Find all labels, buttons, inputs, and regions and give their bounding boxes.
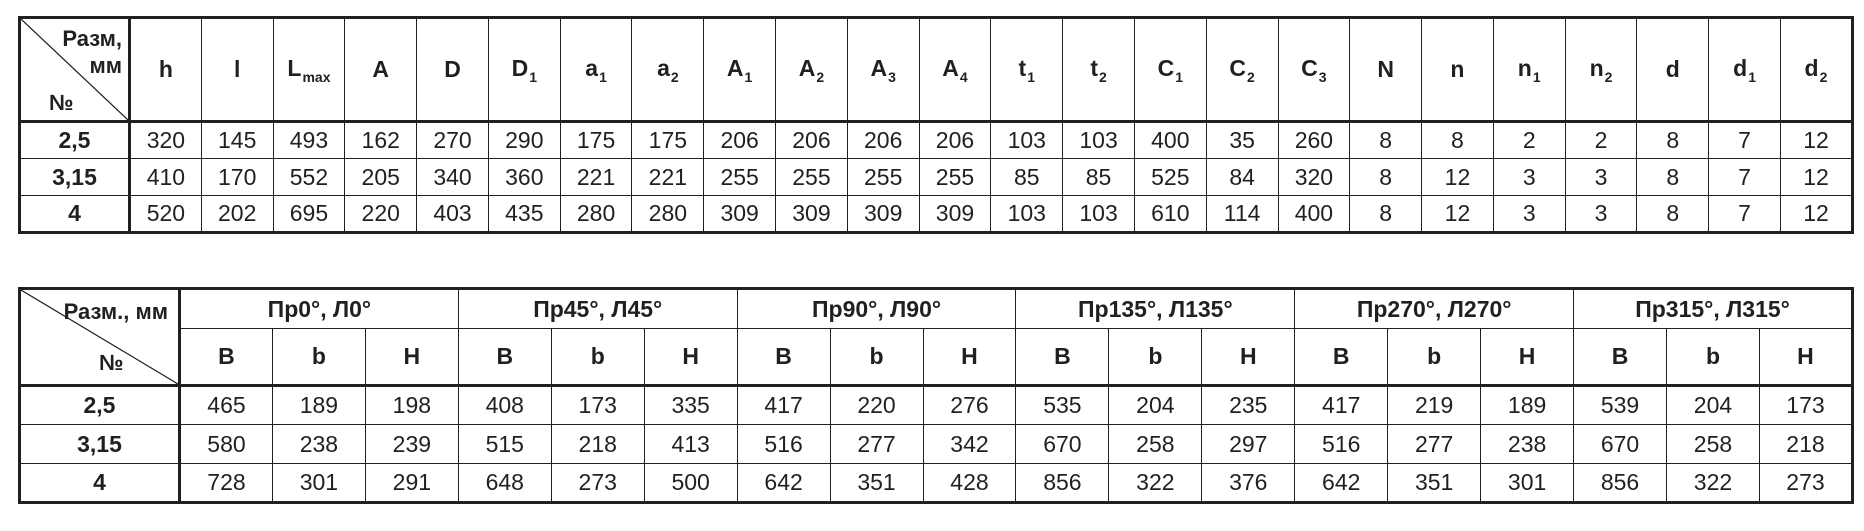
table-cell: 8 [1350, 122, 1422, 159]
column-header [1637, 18, 1709, 122]
table-cell: 220 [830, 386, 923, 425]
group-header-row [20, 289, 1853, 329]
column-header: b [1667, 329, 1760, 386]
table-cell: 320 [1278, 159, 1350, 196]
column-header: b [830, 329, 923, 386]
table-cell: 539 [1574, 386, 1667, 425]
table-cell: 258 [1667, 425, 1760, 464]
table-cell: 204 [1109, 386, 1202, 425]
table-cell: 291 [365, 464, 458, 503]
column-header: B [1574, 329, 1667, 386]
dimensions-table [18, 16, 1854, 234]
table-cell: 309 [919, 196, 991, 233]
table-cell: 500 [644, 464, 737, 503]
table-cell: 238 [1481, 425, 1574, 464]
table-cell: 255 [919, 159, 991, 196]
column-header-symbol: D [444, 56, 461, 82]
column-header-subscript: 1 [1532, 68, 1541, 85]
column-header [1278, 18, 1350, 122]
table-cell: 173 [1759, 386, 1852, 425]
column-header-symbol: D [511, 54, 529, 81]
table-row [20, 196, 1853, 233]
table-cell: 170 [201, 159, 273, 196]
angle-group-header: Пр315°, Л315° [1574, 289, 1853, 329]
table-cell: 277 [1388, 425, 1481, 464]
column-header-subscript: 2 [1247, 68, 1255, 85]
table-cell: 235 [1202, 386, 1295, 425]
table-cell: 493 [273, 122, 345, 159]
table-cell: 515 [458, 425, 551, 464]
column-header-subscript: 2 [1098, 68, 1107, 85]
table-cell: 277 [830, 425, 923, 464]
table-cell: 280 [560, 196, 632, 233]
column-header-subscript: 3 [888, 68, 896, 85]
column-header-subscript: 2 [816, 68, 825, 85]
column-header [1493, 18, 1565, 122]
table-cell: 258 [1109, 425, 1202, 464]
table-cell: 8 [1350, 196, 1422, 233]
column-header: H [1202, 329, 1295, 386]
table-cell: 12 [1780, 159, 1852, 196]
table-cell: 103 [1063, 196, 1135, 233]
column-header [345, 18, 417, 122]
table-row [20, 464, 1853, 503]
table-cell: 145 [201, 122, 273, 159]
table-cell: 204 [1667, 386, 1760, 425]
column-header [1134, 18, 1206, 122]
column-header-symbol: n [1450, 56, 1465, 82]
table-cell: 360 [488, 159, 560, 196]
table-row [20, 425, 1853, 464]
row-label: 3,15 [20, 159, 130, 196]
table-cell: 410 [130, 159, 202, 196]
table-cell: 290 [488, 122, 560, 159]
column-header [1350, 18, 1422, 122]
table-cell: 280 [632, 196, 704, 233]
column-header-subscript: 2 [1604, 68, 1613, 85]
table-cell: 351 [830, 464, 923, 503]
column-header [1565, 18, 1637, 122]
table-cell: 3 [1493, 159, 1565, 196]
table-cell: 408 [458, 386, 551, 425]
column-header-symbol: d [1665, 56, 1680, 82]
table-cell: 3 [1565, 159, 1637, 196]
table-cell: 435 [488, 196, 560, 233]
column-header: B [1295, 329, 1388, 386]
column-header-symbol: C [1157, 54, 1175, 81]
table-cell: 239 [365, 425, 458, 464]
column-header [776, 18, 848, 122]
column-header-subscript: 1 [744, 68, 753, 85]
table-cell: 8 [1637, 122, 1709, 159]
table-cell: 202 [201, 196, 273, 233]
table-cell: 12 [1422, 159, 1494, 196]
table-row [20, 159, 1853, 196]
table-cell: 260 [1278, 122, 1350, 159]
table-cell: 103 [991, 196, 1063, 233]
table-cell: 221 [560, 159, 632, 196]
table-cell: 297 [1202, 425, 1295, 464]
corner-cell [20, 18, 130, 122]
row-label: 4 [20, 196, 130, 233]
column-header: H [644, 329, 737, 386]
table-cell: 428 [923, 464, 1016, 503]
table-cell: 403 [417, 196, 489, 233]
column-header-subscript: 2 [1819, 68, 1828, 85]
table-cell: 3 [1493, 196, 1565, 233]
table-cell: 206 [776, 122, 848, 159]
table-cell: 221 [632, 159, 704, 196]
table-cell: 276 [923, 386, 1016, 425]
table-cell: 8 [1422, 122, 1494, 159]
table-cell: 309 [704, 196, 776, 233]
table-cell: 205 [345, 159, 417, 196]
table-cell: 219 [1388, 386, 1481, 425]
column-header-subscript: 1 [599, 68, 607, 85]
column-header-subscript: max [302, 68, 331, 85]
angle-group-header: Пр270°, Л270° [1295, 289, 1574, 329]
table-cell: 8 [1637, 196, 1709, 233]
column-header: B [1016, 329, 1109, 386]
table-cell: 322 [1667, 464, 1760, 503]
table-cell: 400 [1134, 122, 1206, 159]
table-cell: 642 [1295, 464, 1388, 503]
corner-cell [20, 289, 180, 386]
table-cell: 320 [130, 122, 202, 159]
column-header-subscript: 1 [529, 68, 537, 85]
table-cell: 7 [1709, 159, 1781, 196]
size-label: Разм., мм [63, 299, 168, 324]
table-cell: 322 [1109, 464, 1202, 503]
table-cell: 413 [644, 425, 737, 464]
table-cell: 162 [345, 122, 417, 159]
column-header [632, 18, 704, 122]
dimensions-by-angle-table [18, 287, 1854, 504]
table-cell: 173 [551, 386, 644, 425]
table-cell: 85 [991, 159, 1063, 196]
table-cell: 206 [919, 122, 991, 159]
table-cell: 114 [1206, 196, 1278, 233]
header-row [20, 18, 1853, 122]
angle-group-header: Пр45°, Л45° [458, 289, 737, 329]
column-header-symbol: N [1377, 56, 1394, 82]
table-cell: 516 [1295, 425, 1388, 464]
table-cell: 175 [560, 122, 632, 159]
table-cell: 273 [551, 464, 644, 503]
table-cell: 417 [1295, 386, 1388, 425]
column-header-symbol: A [798, 54, 816, 81]
row-label: 4 [20, 464, 180, 503]
angle-group-header: Пр0°, Л0° [180, 289, 459, 329]
table-cell: 189 [272, 386, 365, 425]
row-label: 3,15 [20, 425, 180, 464]
column-header: B [737, 329, 830, 386]
table-cell: 520 [130, 196, 202, 233]
column-header [919, 18, 991, 122]
table-cell: 516 [737, 425, 830, 464]
table-cell: 301 [272, 464, 365, 503]
table-cell: 189 [1481, 386, 1574, 425]
column-header: H [923, 329, 1016, 386]
column-header [273, 18, 345, 122]
table-cell: 12 [1780, 196, 1852, 233]
table-cell: 255 [847, 159, 919, 196]
number-label: № [49, 90, 74, 115]
table-cell: 255 [776, 159, 848, 196]
column-header-symbol: A [870, 54, 888, 81]
column-header-symbol: C [1301, 54, 1318, 81]
column-header: b [1109, 329, 1202, 386]
column-header-symbol: A [372, 56, 390, 82]
column-header-symbol: t [1090, 54, 1098, 81]
column-header: b [551, 329, 644, 386]
column-header [1780, 18, 1852, 122]
table-cell: 856 [1574, 464, 1667, 503]
table-cell: 552 [273, 159, 345, 196]
table-cell: 535 [1016, 386, 1109, 425]
column-header [130, 18, 202, 122]
column-header-symbol: d [1804, 54, 1819, 81]
column-header-symbol: A [942, 54, 959, 81]
column-header: H [365, 329, 458, 386]
table-cell: 309 [776, 196, 848, 233]
column-header-subscript: 4 [959, 68, 968, 85]
table-cell: 525 [1134, 159, 1206, 196]
column-header-subscript: 3 [1318, 68, 1327, 85]
table-cell: 206 [704, 122, 776, 159]
table-cell: 695 [273, 196, 345, 233]
table-cell: 220 [345, 196, 417, 233]
column-header: B [180, 329, 273, 386]
table-cell: 198 [365, 386, 458, 425]
table-cell: 218 [1759, 425, 1852, 464]
column-header [560, 18, 632, 122]
row-label: 2,5 [20, 386, 180, 425]
table-cell: 648 [458, 464, 551, 503]
table-cell: 206 [847, 122, 919, 159]
column-header-symbol: n [1517, 54, 1532, 81]
table-cell: 610 [1134, 196, 1206, 233]
table-cell: 218 [551, 425, 644, 464]
table-cell: 103 [1063, 122, 1135, 159]
column-header-symbol: a [657, 54, 670, 81]
column-header [417, 18, 489, 122]
column-header-symbol: n [1589, 54, 1604, 81]
angle-group-header: Пр90°, Л90° [737, 289, 1016, 329]
table-cell: 580 [180, 425, 273, 464]
column-header-symbol: d [1733, 54, 1748, 81]
table-cell: 273 [1759, 464, 1852, 503]
column-header: H [1759, 329, 1852, 386]
size-label: Разм, мм [62, 26, 122, 78]
table-cell: 84 [1206, 159, 1278, 196]
table-cell: 35 [1206, 122, 1278, 159]
column-header: b [1388, 329, 1481, 386]
table-cell: 856 [1016, 464, 1109, 503]
table-cell: 3 [1565, 196, 1637, 233]
table-cell: 7 [1709, 122, 1781, 159]
table-cell: 85 [1063, 159, 1135, 196]
column-header-symbol: L [287, 54, 302, 81]
table-cell: 342 [923, 425, 1016, 464]
column-header [847, 18, 919, 122]
table-cell: 642 [737, 464, 830, 503]
column-header [201, 18, 273, 122]
table-cell: 175 [632, 122, 704, 159]
column-header-symbol: a [585, 54, 599, 81]
column-header [488, 18, 560, 122]
table-cell: 301 [1481, 464, 1574, 503]
column-header: H [1481, 329, 1574, 386]
column-header-subscript: 1 [1748, 68, 1756, 85]
table-cell: 335 [644, 386, 737, 425]
table-cell: 255 [704, 159, 776, 196]
table-cell: 670 [1574, 425, 1667, 464]
table-cell: 400 [1278, 196, 1350, 233]
column-header [704, 18, 776, 122]
table-row [20, 386, 1853, 425]
table-cell: 465 [180, 386, 273, 425]
table-cell: 2 [1565, 122, 1637, 159]
table-cell: 2 [1493, 122, 1565, 159]
column-header [1709, 18, 1781, 122]
number-label: № [99, 350, 124, 375]
table-cell: 309 [847, 196, 919, 233]
table-row [20, 122, 1853, 159]
column-header-symbol: h [158, 56, 173, 82]
column-header [1063, 18, 1135, 122]
column-header-subscript: 2 [670, 68, 679, 85]
table-cell: 270 [417, 122, 489, 159]
column-header: B [458, 329, 551, 386]
column-header-symbol: A [726, 54, 744, 81]
table-cell: 670 [1016, 425, 1109, 464]
table-cell: 12 [1422, 196, 1494, 233]
column-header-symbol: C [1229, 54, 1247, 81]
column-header [991, 18, 1063, 122]
subheader-row [20, 329, 1853, 386]
table-cell: 351 [1388, 464, 1481, 503]
column-header-symbol: t [1018, 54, 1027, 81]
row-label: 2,5 [20, 122, 130, 159]
table-cell: 8 [1350, 159, 1422, 196]
table-cell: 728 [180, 464, 273, 503]
column-header: b [272, 329, 365, 386]
table-cell: 340 [417, 159, 489, 196]
table-cell: 417 [737, 386, 830, 425]
table-cell: 238 [272, 425, 365, 464]
table-cell: 12 [1780, 122, 1852, 159]
table-cell: 7 [1709, 196, 1781, 233]
column-header-subscript: 1 [1175, 68, 1184, 85]
table-cell: 376 [1202, 464, 1295, 503]
column-header-subscript: 1 [1027, 68, 1035, 85]
table-cell: 103 [991, 122, 1063, 159]
column-header-symbol: l [233, 56, 241, 82]
column-header [1422, 18, 1494, 122]
table-cell: 8 [1637, 159, 1709, 196]
column-header [1206, 18, 1278, 122]
angle-group-header: Пр135°, Л135° [1016, 289, 1295, 329]
